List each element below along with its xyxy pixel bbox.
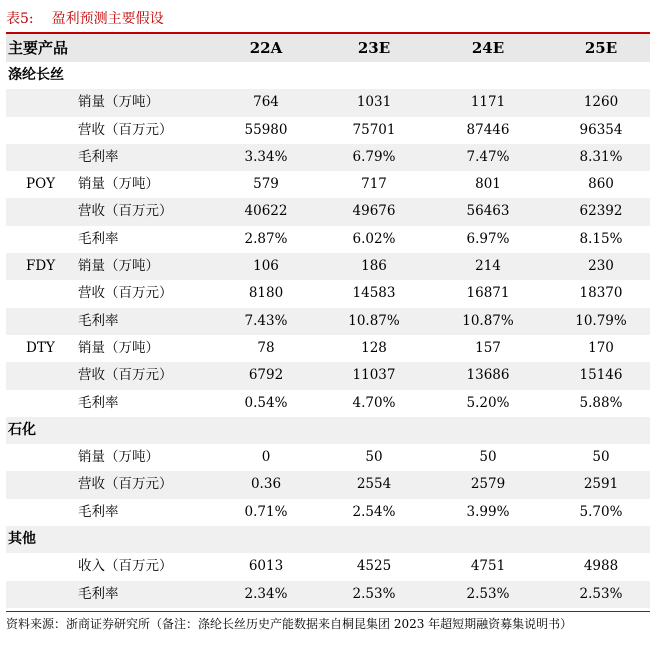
value-cell: 717 — [361, 176, 387, 193]
caption-title: 盈利预测主要假设 — [51, 11, 164, 27]
value-cell: 6013 — [248, 558, 284, 575]
table-body — [6, 62, 650, 608]
value-cell: 6.97% — [466, 230, 510, 247]
table-row — [6, 335, 650, 362]
table-row — [6, 581, 650, 608]
metric-label: 毛利率 — [78, 312, 119, 329]
value-cell: 6.79% — [352, 148, 396, 165]
source-note: 资料来源：浙商证券研究所（备注：涤纶长丝历史产能数据来自桐昆集团 2023 年超短期融资募集说明书） — [6, 617, 573, 631]
value-cell: 128 — [361, 339, 387, 356]
value-cell: 6.02% — [352, 230, 396, 247]
sub-product-label: DTY — [26, 339, 55, 356]
header-year-23e: 23E — [357, 39, 391, 57]
value-cell: 2.53% — [466, 585, 510, 602]
metric-label: 营收（百万元） — [78, 285, 173, 302]
header-product: 主要产品 — [8, 39, 69, 57]
value-cell: 15146 — [579, 367, 623, 384]
table-row — [6, 117, 650, 144]
value-cell: 4751 — [470, 558, 506, 575]
metric-label: 营收（百万元） — [78, 121, 173, 138]
table-row — [6, 89, 650, 116]
value-cell: 3.99% — [466, 503, 510, 520]
table-row — [6, 390, 650, 417]
table-row — [6, 362, 650, 389]
metric-label: 毛利率 — [78, 148, 119, 165]
value-cell: 18370 — [579, 285, 623, 302]
value-cell: 5.20% — [466, 394, 510, 411]
value-cell: 3.34% — [244, 148, 288, 165]
table-row — [6, 226, 650, 253]
section-label: 涤纶长丝 — [8, 67, 64, 83]
value-cell: 2.54% — [352, 503, 396, 520]
value-cell: 1031 — [356, 94, 392, 111]
value-cell: 7.47% — [466, 148, 510, 165]
value-cell: 49676 — [352, 203, 396, 220]
metric-label: 毛利率 — [78, 230, 119, 247]
header-year-24e: 24E — [471, 39, 505, 57]
value-cell: 55980 — [244, 121, 288, 138]
sub-product-label: FDY — [26, 258, 56, 275]
value-cell: 10.79% — [575, 312, 627, 329]
value-cell: 8.31% — [579, 148, 623, 165]
metric-label: 收入（百万元） — [78, 558, 173, 575]
value-cell: 40622 — [244, 203, 288, 220]
value-cell: 62392 — [579, 203, 623, 220]
value-cell: 157 — [475, 339, 501, 356]
value-cell: 2554 — [356, 476, 392, 493]
value-cell: 230 — [588, 258, 614, 275]
metric-label: 营收（百万元） — [78, 203, 173, 220]
value-cell: 801 — [475, 176, 501, 193]
value-cell: 56463 — [466, 203, 510, 220]
table-row — [6, 253, 650, 280]
metric-label: 销量（万吨） — [78, 176, 159, 193]
value-cell: 170 — [588, 339, 614, 356]
metric-label: 销量（万吨） — [78, 449, 159, 466]
value-cell: 860 — [588, 176, 614, 193]
value-cell: 7.43% — [244, 312, 288, 329]
metric-label: 毛利率 — [78, 394, 119, 411]
value-cell: 96354 — [579, 121, 623, 138]
value-cell: 2579 — [470, 476, 506, 493]
metric-label: 销量（万吨） — [78, 94, 159, 111]
table-header — [6, 34, 650, 62]
section-row — [6, 62, 650, 89]
value-cell: 8180 — [248, 285, 284, 302]
table-caption — [6, 8, 164, 30]
metric-label: 营收（百万元） — [78, 367, 173, 384]
value-cell: 0.36 — [250, 476, 282, 493]
value-cell: 2.53% — [352, 585, 396, 602]
value-cell: 4988 — [583, 558, 619, 575]
value-cell: 75701 — [352, 121, 396, 138]
caption-label: 表5: — [6, 11, 34, 27]
section-label: 其他 — [8, 531, 36, 548]
table-row — [6, 171, 650, 198]
table-row — [6, 553, 650, 580]
value-cell: 5.70% — [579, 503, 623, 520]
section-row — [6, 417, 650, 444]
value-cell: 2.53% — [579, 585, 623, 602]
value-cell: 10.87% — [462, 312, 514, 329]
metric-label: 毛利率 — [78, 503, 119, 520]
metric-label: 销量（万吨） — [78, 258, 159, 275]
value-cell: 186 — [361, 258, 387, 275]
value-cell: 2.34% — [244, 585, 288, 602]
value-cell: 1260 — [583, 94, 619, 111]
value-cell: 2.87% — [244, 230, 288, 247]
value-cell: 764 — [253, 94, 279, 111]
value-cell: 78 — [257, 339, 275, 356]
value-cell: 1171 — [470, 94, 506, 111]
value-cell: 16871 — [466, 285, 510, 302]
bottom-rule — [6, 611, 650, 612]
table-row — [6, 198, 650, 225]
value-cell: 5.88% — [579, 394, 623, 411]
section-row — [6, 526, 650, 553]
value-cell: 50 — [479, 449, 497, 466]
value-cell: 6792 — [248, 367, 284, 384]
value-cell: 4525 — [356, 558, 392, 575]
value-cell: 2591 — [583, 476, 619, 493]
metric-label: 营收（百万元） — [78, 476, 173, 493]
table-row — [6, 471, 650, 498]
table-row — [6, 280, 650, 307]
table-row — [6, 308, 650, 335]
value-cell: 4.70% — [352, 394, 396, 411]
value-cell: 0 — [261, 449, 271, 466]
sub-product-label: POY — [26, 176, 56, 193]
value-cell: 50 — [592, 449, 610, 466]
value-cell: 10.87% — [348, 312, 400, 329]
value-cell: 87446 — [466, 121, 510, 138]
value-cell: 0.71% — [244, 503, 288, 520]
value-cell: 50 — [365, 449, 383, 466]
metric-label: 销量（万吨） — [78, 339, 159, 356]
value-cell: 0.54% — [244, 394, 288, 411]
value-cell: 214 — [475, 258, 501, 275]
value-cell: 8.15% — [579, 230, 623, 247]
value-cell: 11037 — [352, 367, 396, 384]
section-label: 石化 — [8, 421, 36, 438]
header-year-25e: 25E — [584, 39, 618, 57]
table-row — [6, 499, 650, 526]
value-cell: 14583 — [352, 285, 396, 302]
table-row — [6, 444, 650, 471]
value-cell: 13686 — [466, 367, 510, 384]
value-cell: 579 — [253, 176, 279, 193]
value-cell: 106 — [253, 258, 279, 275]
table-row — [6, 144, 650, 171]
header-year-22a: 22A — [249, 39, 283, 57]
metric-label: 毛利率 — [78, 585, 119, 602]
